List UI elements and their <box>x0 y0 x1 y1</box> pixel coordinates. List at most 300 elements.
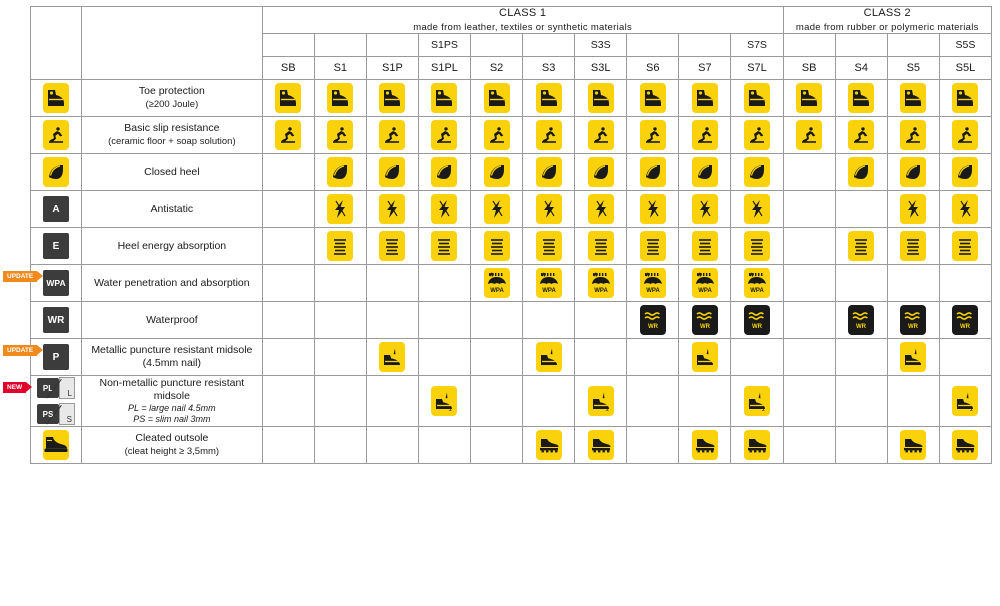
antistatic-icon <box>640 194 666 224</box>
puncture-nonmetal-icon <box>431 386 457 416</box>
wpa-icon <box>744 268 770 298</box>
puncture-metal-icon <box>692 342 718 372</box>
svg-text:WR: WR <box>856 324 867 330</box>
feature-absent-cell <box>418 427 470 464</box>
feature-absent-cell <box>627 427 679 464</box>
row-label: Non-metallic puncture resistant midsole <box>99 377 245 402</box>
slip-icon <box>431 120 457 150</box>
feature-present-cell <box>887 339 939 376</box>
feature-absent-cell <box>366 302 418 339</box>
feature-absent-cell <box>679 376 731 427</box>
group-code-cell <box>783 34 835 57</box>
feature-absent-cell <box>835 339 887 376</box>
feature-absent-cell <box>523 302 575 339</box>
antistatic-icon <box>379 194 405 224</box>
antistatic-icon <box>900 194 926 224</box>
svg-text:WPA: WPA <box>541 288 556 294</box>
feature-present-cell <box>731 191 783 228</box>
table-row <box>31 376 992 427</box>
svg-text:WPA: WPA <box>646 288 660 294</box>
feature-present-cell <box>471 117 523 154</box>
svg-text:1: 1 <box>969 406 974 412</box>
matrix-body <box>7 80 992 464</box>
slip-icon <box>275 120 301 150</box>
class1-header <box>262 7 783 34</box>
cleated-outsole-icon <box>588 430 614 460</box>
antistatic-icon <box>952 194 978 224</box>
svg-text:WR: WR <box>647 324 658 330</box>
row-sublabel: (ceramic floor + soap solution) <box>108 136 236 147</box>
feature-present-cell <box>418 154 470 191</box>
feature-absent-cell <box>262 302 314 339</box>
feature-present-cell <box>418 376 470 427</box>
feature-present-cell <box>939 154 991 191</box>
badge-tip <box>26 382 32 392</box>
group-code-cell <box>366 34 418 57</box>
feature-present-cell <box>939 376 991 427</box>
feature-absent-cell <box>783 154 835 191</box>
energy-absorption-icon <box>640 231 666 261</box>
feature-present-cell <box>418 191 470 228</box>
wr-icon <box>848 305 874 335</box>
row-label-cell <box>82 191 263 228</box>
feature-present-cell <box>835 228 887 265</box>
feature-present-cell <box>575 191 627 228</box>
feature-absent-cell <box>627 376 679 427</box>
feature-present-cell <box>575 265 627 302</box>
row-label: Antistatic <box>150 202 194 215</box>
group-code-cell <box>679 34 731 57</box>
toe-cap-icon <box>275 83 301 113</box>
group-code-cell <box>523 34 575 57</box>
feature-present-cell <box>366 80 418 117</box>
row-pictogram <box>43 430 69 460</box>
slip-icon <box>379 120 405 150</box>
symbol-code-box: A <box>43 196 69 222</box>
feature-present-cell <box>679 154 731 191</box>
toe-cap-icon <box>952 83 978 113</box>
feature-present-cell <box>471 228 523 265</box>
class1-title: CLASS 1 <box>498 7 547 19</box>
feature-present-cell <box>523 117 575 154</box>
feature-present-cell <box>679 302 731 339</box>
feature-absent-cell <box>783 265 835 302</box>
feature-present-cell <box>835 154 887 191</box>
wpa-icon <box>692 268 718 298</box>
feature-absent-cell <box>471 302 523 339</box>
row-label-cell <box>82 117 263 154</box>
table-row <box>31 117 992 154</box>
row-label-cell <box>82 228 263 265</box>
feature-present-cell <box>366 339 418 376</box>
column-code-s2: S2 <box>471 57 523 80</box>
feature-absent-cell <box>835 427 887 464</box>
closed-heel-icon <box>431 157 457 187</box>
toe-cap-icon <box>484 83 510 113</box>
feature-present-cell <box>262 80 314 117</box>
feature-present-cell <box>262 117 314 154</box>
feature-present-cell <box>887 117 939 154</box>
svg-text:WPA: WPA <box>750 288 764 294</box>
feature-present-cell <box>887 80 939 117</box>
energy-absorption-icon <box>900 231 926 261</box>
nail-size-label: S <box>66 415 72 424</box>
feature-present-cell <box>887 427 939 464</box>
toe-cap-icon <box>848 83 874 113</box>
slip-icon <box>692 120 718 150</box>
table-row <box>31 191 992 228</box>
table-row <box>31 154 992 191</box>
row-label: Heel energy absorption <box>117 239 227 252</box>
feature-absent-cell <box>575 302 627 339</box>
row-label-cell <box>82 265 263 302</box>
toe-cap-icon <box>379 83 405 113</box>
wr-icon <box>692 305 718 335</box>
feature-present-cell <box>314 154 366 191</box>
toe-cap-icon <box>744 83 770 113</box>
row-symbol-cell <box>7 339 82 376</box>
feature-present-cell <box>835 80 887 117</box>
feature-present-cell <box>471 154 523 191</box>
feature-absent-cell <box>783 427 835 464</box>
closed-heel-icon <box>536 157 562 187</box>
puncture-nonmetal-icon <box>588 386 614 416</box>
badge-tip <box>37 271 43 281</box>
feature-absent-cell <box>366 427 418 464</box>
table-row <box>31 427 992 464</box>
energy-absorption-icon <box>484 231 510 261</box>
feature-absent-cell <box>314 376 366 427</box>
feature-present-cell <box>679 80 731 117</box>
feature-present-cell <box>887 302 939 339</box>
group-code-cell <box>314 34 366 57</box>
feature-absent-cell <box>575 339 627 376</box>
row-pictogram <box>43 157 69 187</box>
row-label: Waterproof <box>146 313 198 326</box>
nail-size-label: L <box>67 389 72 398</box>
svg-text:1: 1 <box>448 406 453 412</box>
svg-text:WR: WR <box>960 324 971 330</box>
column-code-s7: S7 <box>679 57 731 80</box>
antistatic-icon <box>431 194 457 224</box>
puncture-metal-icon <box>536 342 562 372</box>
safety-footwear-standards-chart <box>0 6 1000 606</box>
class1-subtitle: made from leather, textiles or synthetic materials <box>413 22 633 33</box>
group-code-cell <box>471 34 523 57</box>
wpa-icon <box>640 268 666 298</box>
feature-present-cell <box>575 376 627 427</box>
feature-absent-cell <box>366 376 418 427</box>
symbol-dual-row <box>37 376 75 400</box>
puncture-nonmetal-icon <box>744 386 770 416</box>
wr-icon <box>640 305 666 335</box>
feature-present-cell <box>783 117 835 154</box>
class2-subtitle: made from rubber or polymeric materials <box>795 22 979 33</box>
column-code-s5l: S5L <box>939 57 991 80</box>
feature-present-cell <box>523 427 575 464</box>
row-label-cell <box>82 376 263 427</box>
feature-present-cell <box>471 191 523 228</box>
feature-present-cell <box>523 265 575 302</box>
nail-size-icon <box>59 377 75 399</box>
wr-icon <box>952 305 978 335</box>
corner-blank-label <box>82 7 263 80</box>
feature-absent-cell <box>471 339 523 376</box>
row-label: Cleated outsole <box>135 432 209 444</box>
slip-icon <box>952 120 978 150</box>
row-note: PL = large nail 4.5mm <box>128 403 216 413</box>
wpa-icon <box>484 268 510 298</box>
symbol-code-box: PS <box>37 404 59 424</box>
cleated-outsole-icon <box>900 430 926 460</box>
feature-present-cell <box>679 228 731 265</box>
feature-absent-cell <box>314 302 366 339</box>
row-symbol-cell <box>31 80 82 117</box>
feature-present-cell <box>731 228 783 265</box>
row-label-cell <box>82 339 263 376</box>
badge-label: UPDATE <box>7 347 34 354</box>
svg-text:WPA: WPA <box>489 288 504 294</box>
antistatic-icon <box>692 194 718 224</box>
wr-icon <box>744 305 770 335</box>
feature-present-cell <box>731 376 783 427</box>
feature-absent-cell <box>783 339 835 376</box>
feature-absent-cell <box>835 191 887 228</box>
feature-absent-cell <box>471 427 523 464</box>
feature-absent-cell <box>783 228 835 265</box>
row-symbol-cell <box>31 427 82 464</box>
energy-absorption-icon <box>431 231 457 261</box>
feature-present-cell <box>731 302 783 339</box>
feature-absent-cell <box>262 265 314 302</box>
feature-absent-cell <box>835 376 887 427</box>
feature-absent-cell <box>262 228 314 265</box>
feature-present-cell <box>418 228 470 265</box>
feature-present-cell <box>575 117 627 154</box>
closed-heel-icon <box>379 157 405 187</box>
slip-icon <box>640 120 666 150</box>
feature-absent-cell <box>418 265 470 302</box>
slip-icon <box>588 120 614 150</box>
slip-icon <box>744 120 770 150</box>
feature-present-cell <box>366 117 418 154</box>
svg-text:1: 1 <box>761 406 765 412</box>
wpa-icon <box>588 268 614 298</box>
feature-absent-cell <box>418 302 470 339</box>
column-code-s7l: S7L <box>731 57 783 80</box>
feature-absent-cell <box>262 191 314 228</box>
row-sublabel: (≥200 Joule) <box>145 99 199 110</box>
feature-present-cell <box>731 80 783 117</box>
feature-present-cell <box>887 154 939 191</box>
feature-absent-cell <box>262 154 314 191</box>
cleated-outsole-icon <box>536 430 562 460</box>
puncture-nonmetal-icon <box>952 386 978 416</box>
feature-absent-cell <box>731 339 783 376</box>
row-pictogram <box>43 83 69 113</box>
toe-cap-icon <box>588 83 614 113</box>
feature-absent-cell <box>939 265 991 302</box>
feature-present-cell <box>627 228 679 265</box>
feature-absent-cell <box>835 265 887 302</box>
feature-absent-cell <box>366 265 418 302</box>
closed-heel-icon <box>900 157 926 187</box>
row-sublabel: (cleat height ≥ 3,5mm) <box>124 446 220 457</box>
closed-heel-icon <box>588 157 614 187</box>
wpa-icon <box>536 268 562 298</box>
row-label-cell <box>82 302 263 339</box>
energy-absorption-icon <box>952 231 978 261</box>
nail-size-icon <box>59 403 75 425</box>
closed-heel-icon <box>952 157 978 187</box>
feature-present-cell <box>731 427 783 464</box>
row-label: Water penetration and absorption <box>94 276 250 289</box>
row-symbol-cell <box>7 265 82 302</box>
feature-absent-cell <box>314 339 366 376</box>
closed-heel-icon <box>692 157 718 187</box>
feature-present-cell <box>575 80 627 117</box>
slip-icon <box>796 120 822 150</box>
feature-present-cell <box>523 339 575 376</box>
feature-present-cell <box>627 265 679 302</box>
column-code-s4: S4 <box>835 57 887 80</box>
feature-present-cell <box>523 191 575 228</box>
table-row <box>31 339 992 376</box>
slip-icon <box>900 120 926 150</box>
feature-present-cell <box>679 265 731 302</box>
toe-cap-icon <box>796 83 822 113</box>
feature-present-cell <box>627 154 679 191</box>
feature-present-cell <box>523 80 575 117</box>
feature-absent-cell <box>783 376 835 427</box>
feature-present-cell <box>679 191 731 228</box>
feature-present-cell <box>314 117 366 154</box>
feature-present-cell <box>314 191 366 228</box>
feature-absent-cell <box>627 339 679 376</box>
feature-present-cell <box>887 191 939 228</box>
feature-present-cell <box>939 427 991 464</box>
row-symbol-cell <box>7 376 82 427</box>
energy-absorption-icon <box>588 231 614 261</box>
column-code-sb-class2: SB <box>783 57 835 80</box>
column-code-s1p: S1P <box>366 57 418 80</box>
feature-absent-cell <box>418 339 470 376</box>
closed-heel-icon <box>744 157 770 187</box>
column-code-s1: S1 <box>314 57 366 80</box>
slip-icon <box>327 120 353 150</box>
feature-present-cell <box>575 228 627 265</box>
row-symbol-cell <box>31 302 82 339</box>
svg-text:WR: WR <box>752 324 762 330</box>
energy-absorption-icon <box>848 231 874 261</box>
closed-heel-icon <box>848 157 874 187</box>
feature-present-cell <box>471 265 523 302</box>
feature-present-cell <box>575 154 627 191</box>
feature-absent-cell <box>262 339 314 376</box>
feature-present-cell <box>939 228 991 265</box>
column-code-s5: S5 <box>887 57 939 80</box>
slip-icon <box>484 120 510 150</box>
symbol-code-box: E <box>43 233 69 259</box>
column-code-s3l: S3L <box>575 57 627 80</box>
symbol-code-box: WR <box>43 307 69 333</box>
table-row <box>31 228 992 265</box>
symbol-code-box: PL <box>37 378 59 398</box>
toe-cap-icon <box>692 83 718 113</box>
toe-cap-icon <box>640 83 666 113</box>
feature-present-cell <box>627 191 679 228</box>
svg-text:WPA: WPA <box>698 288 712 294</box>
feature-present-cell <box>575 427 627 464</box>
antistatic-icon <box>327 194 353 224</box>
closed-heel-icon <box>484 157 510 187</box>
row-symbol-cell <box>31 117 82 154</box>
closed-heel-icon <box>327 157 353 187</box>
feature-present-cell <box>418 117 470 154</box>
symbol-dual-row <box>37 402 75 426</box>
group-code-cell <box>835 34 887 57</box>
new-badge <box>3 382 26 393</box>
feature-present-cell <box>939 117 991 154</box>
feature-present-cell <box>939 80 991 117</box>
slip-icon <box>848 120 874 150</box>
feature-present-cell <box>627 117 679 154</box>
feature-present-cell <box>939 191 991 228</box>
group-code-cell: S3S <box>575 34 627 57</box>
feature-present-cell <box>835 302 887 339</box>
feature-present-cell <box>939 302 991 339</box>
badge-tip <box>37 345 43 355</box>
feature-present-cell <box>366 154 418 191</box>
feature-present-cell <box>366 191 418 228</box>
row-label: Toe protection <box>138 85 205 97</box>
cleated-outsole-icon <box>952 430 978 460</box>
feature-present-cell <box>887 228 939 265</box>
class2-title: CLASS 2 <box>863 7 911 19</box>
feature-present-cell <box>471 80 523 117</box>
feature-present-cell <box>731 117 783 154</box>
toe-cap-icon <box>900 83 926 113</box>
closed-heel-icon <box>640 157 666 187</box>
table-row <box>31 80 992 117</box>
svg-text:WPA: WPA <box>593 288 608 294</box>
group-code-cell: S5S <box>939 34 991 57</box>
puncture-metal-icon <box>900 342 926 372</box>
symbol-dual-box <box>31 376 81 426</box>
energy-absorption-icon <box>744 231 770 261</box>
feature-present-cell <box>679 427 731 464</box>
feature-absent-cell <box>314 427 366 464</box>
cleated-outsole-icon <box>744 430 770 460</box>
antistatic-icon <box>744 194 770 224</box>
table-row <box>31 302 992 339</box>
row-pictogram <box>43 120 69 150</box>
cleated-outsole-icon <box>692 430 718 460</box>
feature-present-cell <box>523 154 575 191</box>
energy-absorption-icon <box>536 231 562 261</box>
puncture-metal-icon <box>379 342 405 372</box>
feature-present-cell <box>627 302 679 339</box>
row-label-cell <box>82 80 263 117</box>
svg-text:WR: WR <box>908 324 919 330</box>
row-note: PS = slim nail 3mm <box>133 414 211 424</box>
column-code-s1pl: S1PL <box>418 57 470 80</box>
group-code-cell: S1PS <box>418 34 470 57</box>
feature-present-cell <box>523 228 575 265</box>
svg-text:1: 1 <box>605 406 609 412</box>
feature-absent-cell <box>262 376 314 427</box>
slip-icon <box>536 120 562 150</box>
